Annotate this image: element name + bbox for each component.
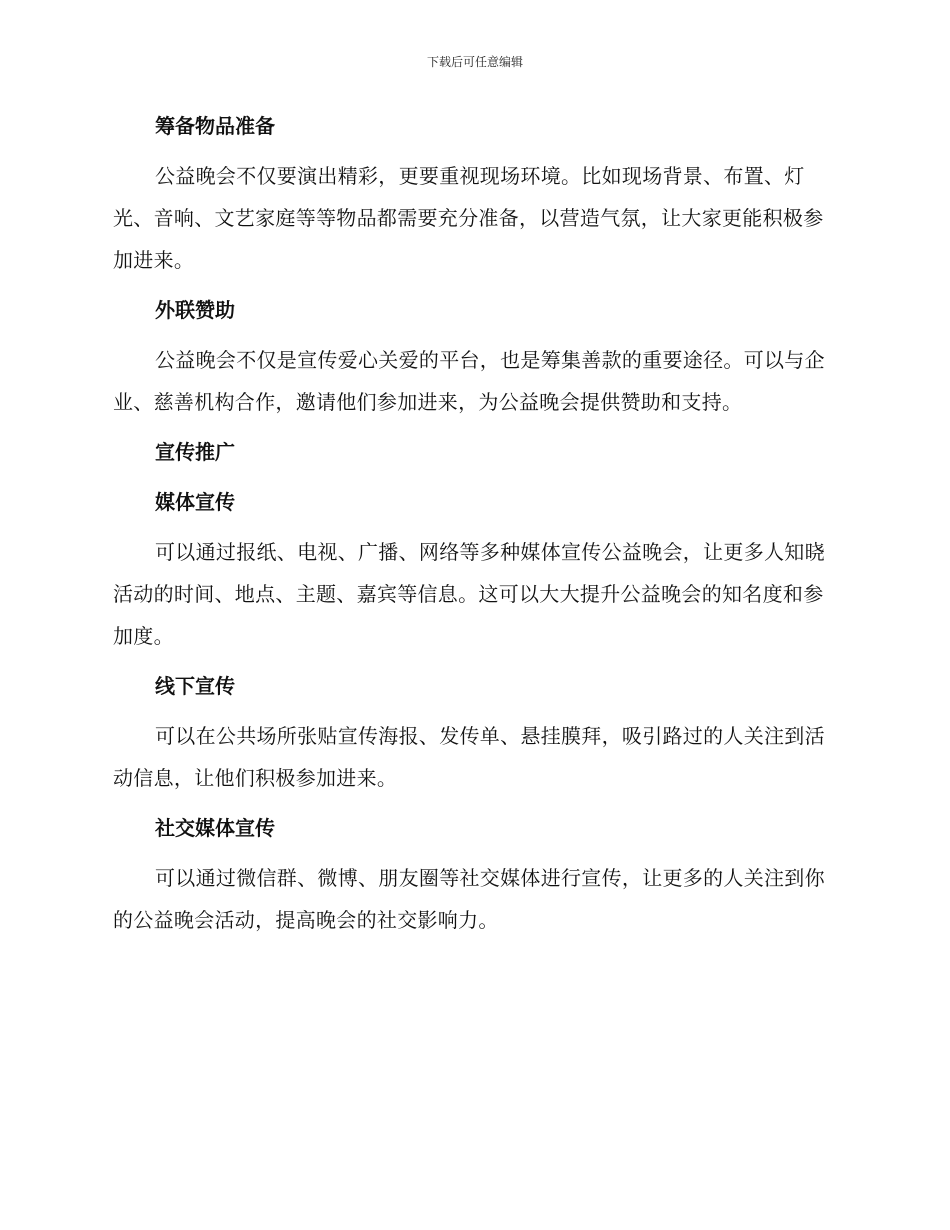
paragraph-sponsorship: 公益晚会不仅是宣传爱心关爱的平台，也是筹集善款的重要途径。可以与企业、慈善机构合作，邀请他们参加进来，为公益晚会提供赞助和支持。	[113, 348, 825, 414]
page-header: 下载后可任意编辑	[426, 55, 523, 69]
paragraph-social: 可以通过微信群、微博、朋友圈等社交媒体进行宣传，让更多的人关注到你的公益晚会活动，提高晚会的社交影响力。	[113, 866, 825, 932]
section-heading-supplies: 筹备物品准备	[155, 114, 275, 138]
document-body	[113, 105, 833, 949]
section-heading-media: 媒体宣传	[155, 490, 235, 514]
section-heading-offline: 线下宣传	[155, 674, 235, 698]
paragraph-media: 可以通过报纸、电视、广播、网络等多种媒体宣传公益晚会，让更多人知晓活动的时间、地点、主题、嘉宾等信息。这可以大大提升公益晚会的知名度和参加度。	[113, 540, 825, 648]
section-heading-social: 社交媒体宣传	[155, 816, 275, 840]
paragraph-offline: 可以在公共场所张贴宣传海报、发传单、悬挂膜拜，吸引路过的人关注到活动信息，让他们积极参加进来。	[113, 724, 825, 790]
section-heading-promotion: 宣传推广	[155, 440, 235, 464]
paragraph-supplies: 公益晚会不仅要演出精彩，更要重视现场环境。比如现场背景、布置、灯光、音响、文艺家庭等等物品都需要充分准备，以营造气氛，让大家更能积极参加进来。	[113, 164, 824, 272]
section-heading-sponsorship: 外联赞助	[155, 298, 235, 322]
